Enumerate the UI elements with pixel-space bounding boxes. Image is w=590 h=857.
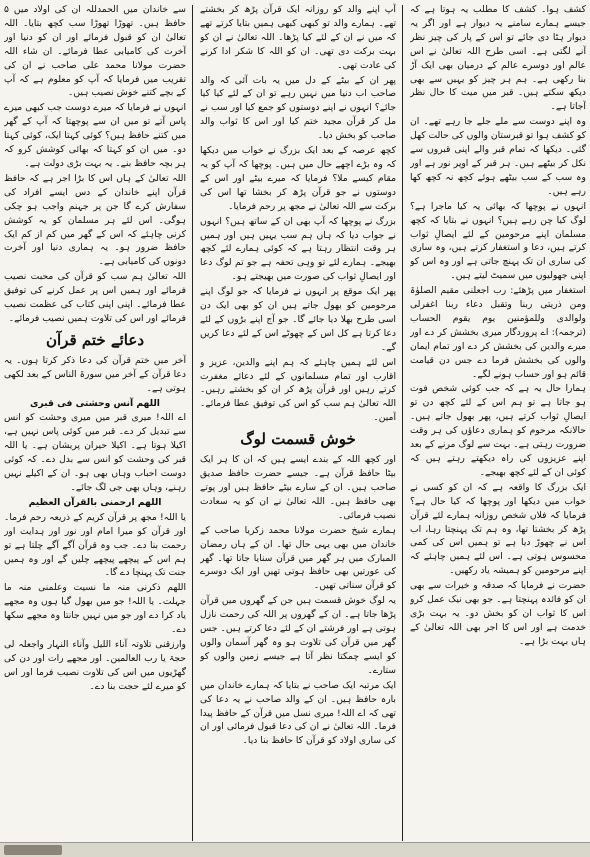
- paragraph: وارزقنی تلاوتہ آناء اللیل وآناء النہار واجعلہ لی حجۃ یا رب العالمین۔ اور مجھے رات اور دن کی گھڑیوں میں اس کی تلاوت نصیب فرما اور اس کو میرے لئے حجت بنا دے۔: [4, 638, 186, 692]
- column-right-body: [410, 3, 586, 649]
- paragraph: آپ اپنے والد کو روزانہ ایک قرآن پڑھ کر بخشتے تھے۔ ہمارے والد تو کبھی کبھی ہمیں بتایا کرتے تھے کہ میں نے ان کے لئے کیا پڑھا۔ اللہ تعالیٰ نے ان کو بہت برکت دی تھی۔ ان کو اللہ کا شکر ادا کرنے کی عادت تھی۔: [200, 4, 396, 71]
- paragraph: اللہ تعالیٰ کے ہاں اس کا بڑا اجر ہے کہ حافظ قرآن اپنے خاندان کے دس ایسے افراد کی سفارش کرے گا جن پر جہنم واجب ہو چکی ہوگی۔ اس لئے ہر مسلمان کو یہ کوشش کرنی چاہئے کہ اس کے گھر میں کم از کم ایک حافظ ضرور ہو۔ یہ ہماری دنیا اور آخرت دونوں کی کامیابی ہے۔: [4, 172, 186, 268]
- paragraph: سے خاندان میں الحمدللہ ان کی اولاد میں ۵ حافظ ہیں۔ تھوڑا تھوڑا سب کچھ بتایا۔ اللہ تعالیٰ ان کو قبول فرمائے اور ان کو دنیا اور آخرت کی کامیابی عطا فرمائے۔ ان شاء اللہ حضرت مولانا محمد علی صاحب نے ان کی تقریب میں فرمایا کہ آپ کو معلوم ہے کہ آپ کے بچے کتنے خوش نصیب ہیں۔: [4, 4, 186, 99]
- paragraph: اللھم ذکرنی منہ ما نسیت وعلمنی منہ ما جہلت۔ یا اللہ! جو میں بھول گیا ہوں وہ مجھے یاد کرا دے اور جو میں نہیں جانتا وہ مجھے سکھا دے۔: [4, 582, 186, 636]
- paragraph: آخر میں ختم قرآن کی دعا ذکر کرتا ہوں۔ یہ دعا قرآن کے آخر میں سورۃ الناس کے بعد لکھی ہوتی ہے۔: [4, 354, 186, 394]
- paragraph: اس لئے ہمیں چاہئے کہ ہم اپنے والدین، عزیز و اقارب اور تمام مسلمانوں کے لئے دعائے مغفرت کرتے رہیں اور قرآن پڑھ کر ان کو بخشتے رہیں۔ اللہ تعالیٰ ہم سب کو اس کی توفیق عطا فرمائے۔ آمین۔: [200, 356, 396, 424]
- paragraph: حضرت نے فرمایا کہ صدقہ و خیرات سے بھی ان کو فائدہ پہنچتا ہے۔ جو بھی نیک عمل کرو اس کا ثواب ان کو بخش دو۔ یہ بہت بڑی خدمت ہے اور اس کا اجر بھی اللہ تعالیٰ کے ہاں بہت بڑا ہے۔: [410, 580, 586, 647]
- column-divider: [192, 5, 193, 841]
- arabic-dua-line-2: اللھم ارحمنی بالقرآن العظیم: [28, 496, 162, 508]
- section-heading-dua: دعائے ختم قرآن: [45, 330, 145, 349]
- paragraph: پھر ان کے بیٹے کے دل میں یہ بات آئی کہ والد صاحب اب دنیا میں نہیں رہے تو ان کے لئے کیا کیا جائے؟ انہوں نے اپنے دوستوں کو جمع کیا اور سب نے مل کر قرآن مجید ختم کیا اور اس کا ثواب والد صاحب کو بخش دیا۔: [200, 74, 396, 142]
- paragraph: ایک مرتبہ ایک صاحب نے بتایا کہ ہمارے خاندان میں بارہ حافظ ہیں۔ ان کے والد صاحب نے یہ دعا کی تھی کہ اے اللہ! میری نسل میں قرآن کے حافظ پیدا فرما۔ اللہ تعالیٰ نے ان کی دعا قبول فرمائی اور ان کی ساری اولاد کو قرآن کا حافظ بنا دیا۔: [200, 679, 396, 747]
- paragraph: ہمارا حال یہ ہے کہ جب کوئی شخص فوت ہو جاتا ہے تو ہم اس کے لئے کچھ دن تو ایصالِ ثواب کرتے ہیں، پھر بھول جاتے ہیں۔ حالانکہ مرحوم کو ہماری دعاؤں کی ہر وقت ضرورت رہتی ہے۔ بہت سے لوگ مرنے کے بعد اپنے عزیزوں کی راہ دیکھتے رہتے ہیں کہ کوئی ان کے لئے کچھ بھیجے۔: [410, 383, 586, 478]
- paragraph: بزرگ نے پوچھا کہ آپ بھی ان کے ساتھ ہیں؟ انہوں نے جواب دیا کہ ہاں ہم سب یہیں ہیں اور ہمیں ہر وقت انتظار رہتا ہے کہ کوئی ہمارے لئے کچھ بھیجے۔ ہمارے لئے تو وہی تحفہ ہے جو تم لوگ دعا اور ایصالِ ثواب کی صورت میں بھیجتے ہو۔: [200, 215, 396, 283]
- column-divider: [402, 5, 403, 841]
- paragraph: اللہ تعالیٰ ہم سب کو قرآن کی محبت نصیب فرمائے اور ہمیں اس پر عمل کرنے کی توفیق عطا فرمائے۔ اپنی اپنی کتاب کی عظمت نصیب فرمائے اور اس کی تلاوت ہمیں نصیب فرمائے۔: [4, 271, 186, 324]
- section-heading-lucky-people: خوش قسمت لوگ: [240, 430, 356, 449]
- paragraph: اور کچھ اللہ کے بندے ایسے ہیں کہ ان کا ہر ایک بیٹا حافظ قرآن ہے۔ جیسے حضرت حافظ صدیق صاحب ہیں۔ ان کے سارے بیٹے حافظ ہیں اور پوتے بھی حافظ ہیں۔ اللہ تعالیٰ نے ان کو یہ سعادت نصیب فرمائی۔: [200, 454, 396, 521]
- paragraph: پھر ایک موقع پر انہوں نے فرمایا کہ جو لوگ اپنے مرحومین کو بھول جاتے ہیں ان کو بھی ایک دن اسی طرح بھلا دیا جائے گا۔ جو آج اپنے بڑوں کے لئے دعا کرتا ہے کل اس کے چھوٹے اس کے لئے دعا کریں گے۔: [200, 286, 396, 353]
- column-middle-body: [200, 3, 396, 425]
- column-left: [4, 3, 186, 841]
- newspaper-page: [4, 3, 586, 845]
- paragraph: یا اللہ! مجھ پر قرآن کریم کے ذریعہ رحم فرما۔ اور قرآن کو میرا امام اور نور اور ہدایت اور رحمت بنا دے۔ جب وہ قرآن آگے آگے چلتا ہے تو ہم اس کے پیچھے پیچھے چلیں گے اور وہ ہمیں جنت تک پہنچا دے گا۔: [4, 511, 186, 579]
- column-left-body: [4, 3, 186, 326]
- column-middle-body-continued: [200, 453, 396, 748]
- paragraph: انہوں نے پوچھا کہ بھائی یہ کیا ماجرا ہے؟ لوگ کیا چن رہے ہیں؟ انہوں نے بتایا کہ کچھ مسلمان اپنے مرحومین کے لئے ایصالِ ثواب کرتے ہیں، دعا و استغفار کرتے ہیں، وہ ساری کی ساری ان تک پہنچ جاتی ہے اور وہ اس کو اپنی جھولیوں میں سمیٹ لیتے ہیں۔: [410, 200, 586, 282]
- column-left-body-continued-3: [4, 511, 186, 694]
- paragraph: ہمارے شیخ حضرت مولانا محمد زکریا صاحب کے خاندان میں بھی یہی حال تھا۔ ان کے ہاں رمضان المبارک میں ہر گھر میں قرآن سنایا جاتا تھا۔ گھر کی عورتیں بھی حافظ ہوتی تھیں اور ایک دوسرے کو قرآن سناتی تھیں۔: [200, 524, 396, 592]
- column-left-body-continued-2: [4, 411, 186, 494]
- column-right: [410, 3, 586, 841]
- paragraph: ایک بزرگ کا واقعہ ہے کہ ان کو کسی نے خواب میں دیکھا اور پوچھا کہ کیا حال ہے؟ فرمایا کہ فلاں شخص روزانہ ہمارے لئے قرآن پڑھ کر بخشتا تھا، وہ ہم تک پہنچتا رہا، اب اس نے چھوڑ دیا ہے تو ہمیں اس کی کمی محسوس ہوتی ہے۔ اس لئے ہمیں چاہئے کہ اپنے مرحومین کو ہمیشہ یاد رکھیں۔: [410, 481, 586, 577]
- paragraph: کچھ عرصہ کے بعد ایک بزرگ نے خواب میں دیکھا کہ وہ بڑے اچھے حال میں ہیں۔ پوچھا کہ آپ کو یہ مقام کیسے ملا؟ فرمایا کہ میرے بیٹے اور اس کے دوستوں نے جو قرآن پڑھ کر بخشا تھا اس کی برکت سے اللہ تعالیٰ نے مجھ پر رحم فرمایا۔: [200, 145, 396, 212]
- column-left-body-continued: [4, 354, 186, 396]
- arabic-dua-line: اللھم آنس وحشتی فی قبری: [30, 397, 160, 409]
- paragraph: وہ اپنے دوست سے ملے جلے جا رہے تھے۔ ان کو کشف ہوا تو قبرستان والوں کی حالت کھل گئی۔ دیکھا کہ تمام قبر والے اپنی قبروں سے نکل کر بیٹھے ہیں۔ ہر قبر کے اوپر نور ہے اور وہ سب کے سب بیٹھے ہوئے کچھ نہ کچھ کھا رہے ہیں۔: [410, 116, 586, 197]
- paragraph: یہ لوگ خوش قسمت ہیں جن کے گھروں میں قرآن پڑھا جاتا ہے۔ ان کے گھروں پر اللہ کی رحمت نازل ہوتی ہے اور فرشتے ان کے لئے دعا کرتے ہیں۔ جس گھر میں قرآن کی تلاوت ہو وہ گھر آسمان والوں کو ایسے چمکتا نظر آتا ہے جیسے زمین والوں کو ستارے۔: [200, 595, 396, 676]
- paragraph: کشف ہوا۔ کشف کا مطلب یہ ہوتا ہے کہ جیسے ہمارے سامنے یہ دیوار ہے اور اگر یہ دیوار ہٹا دی جائے تو اس کے پار کی چیز نظر آنے لگتی ہے۔ اسی طرح اللہ تعالیٰ نے اس عالم اور دوسرے عالم کے درمیان بھی ایک آڑ بنا رکھی ہے۔ ہم ہر چیز کو یہیں سے بھی دیکھ سکتے ہیں۔ قبر میں میت کا حال نظر آجاتا ہے۔: [410, 4, 586, 113]
- page-footer-strip: [0, 842, 590, 857]
- paragraph: انہوں نے فرمایا کہ میرے دوست جب کبھی میرے پاس آتے تو میں ان سے پوچھتا کہ آپ کے گھر میں کتنے حافظ ہیں؟ کوئی کہتا ایک، کوئی کہتا دو۔ میں ان کو کہتا کہ بھائی کوشش کرو کہ ہر بچہ حافظ بنے۔ یہ بہت بڑی دولت ہے۔: [4, 102, 186, 169]
- paragraph: اے اللہ! میری قبر میں میری وحشت کو انس سے تبدیل کر دے۔ قبر میں کوئی پاس نہیں ہے، اکیلا ہوتا ہے۔ اکیلا حیران پریشان ہے۔ یا اللہ قبر کی وحشت کو انس سے بدل دے۔ کہ کوئی دوست احباب وہاں بھی ہو۔ ان کے اکیلے نہیں رہنے، وہاں بھی جی لگ جائے۔: [4, 412, 186, 493]
- column-middle: [200, 3, 396, 841]
- paragraph: استغفار میں پڑھئے: رب اجعلنی مقیم الصلوٰۃ ومن ذریتی ربنا وتقبل دعاء ربنا اغفرلی ولوالدی وللمؤمنین یوم یقوم الحساب (ترجمہ): اے پروردگار میری بخشش کر دے اور میرے والدین کی بخشش کر دے اور تمام ایمان والوں کی بخشش فرما دے جس دن قیامت قائم ہو اور حساب ہونے لگے۔: [410, 285, 586, 380]
- footer-logo: [4, 845, 62, 855]
